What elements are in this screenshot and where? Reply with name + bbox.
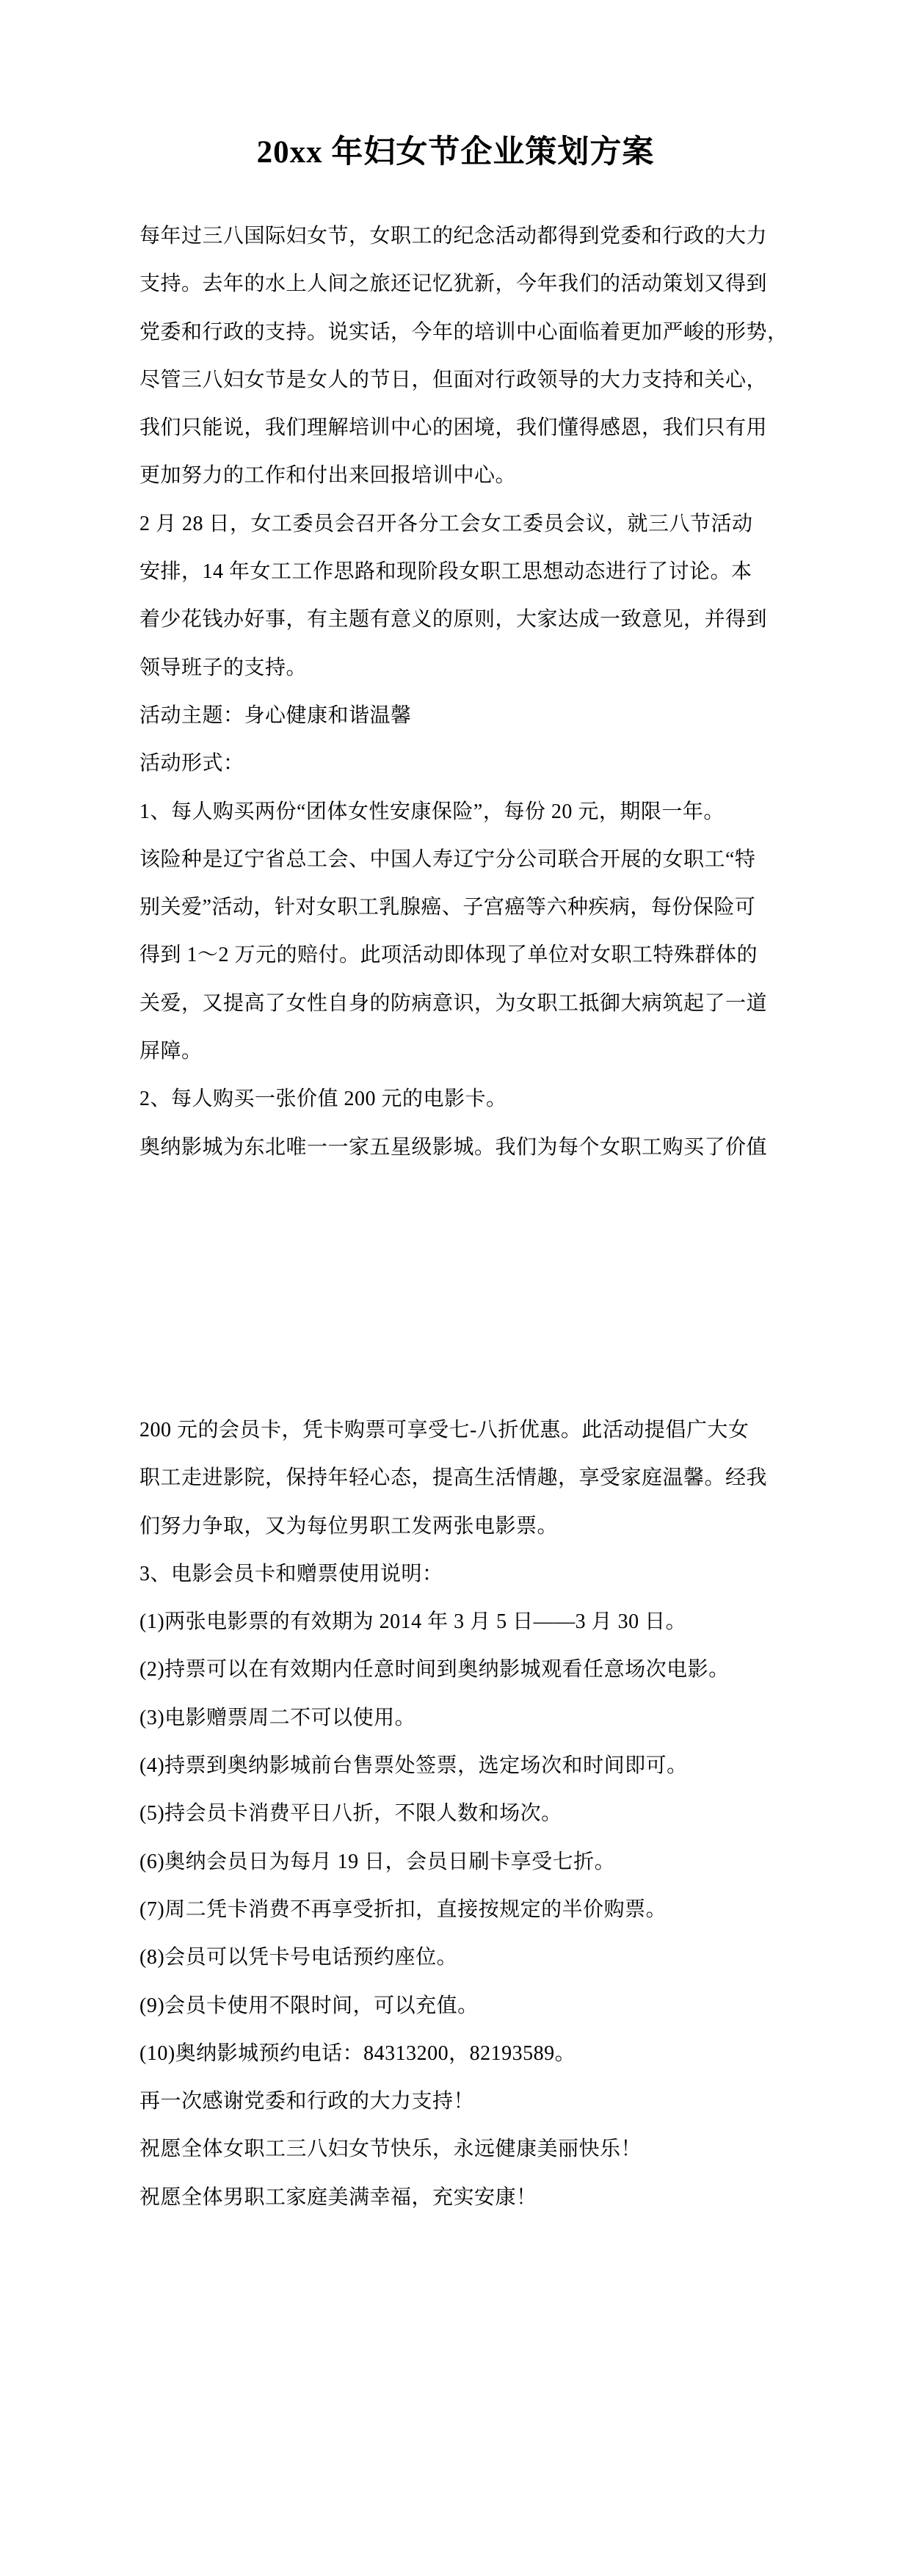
text-line: 党委和行政的支持。说实话，今年的培训中心面临着更加严峻的形势， bbox=[139, 320, 788, 344]
text-line: 祝愿全体男职工家庭美满幸福，充实安康！ bbox=[139, 2185, 537, 2209]
activity-theme-line: 活动主题：身心健康和谐温馨 bbox=[139, 703, 412, 727]
document-title: 20xx 年妇女节企业策划方案 bbox=[256, 134, 655, 170]
list-item: (9)会员卡使用不限时间，可以充值。 bbox=[139, 1994, 479, 2017]
text-line: 祝愿全体女职工三八妇女节快乐，永远健康美丽快乐！ bbox=[139, 2138, 642, 2161]
text-line: 职工走进影院，保持年轻心态，提高生活情趣，享受家庭温馨。经我 bbox=[139, 1466, 768, 1490]
list-item: (2)持票可以在有效期内任意时间到奥纳影城观看任意场次电影。 bbox=[139, 1658, 730, 1682]
list-item: 2、每人购买一张价值 200 元的电影卡。 bbox=[139, 1088, 507, 1111]
list-item: 3、电影会员卡和赠票使用说明： bbox=[139, 1562, 443, 1585]
text-line: 2 月 28 日，女工委员会召开各分工会女工委员会议，就三八节活动 bbox=[139, 512, 753, 535]
text-line: 再一次感谢党委和行政的大力支持！ bbox=[139, 2090, 475, 2113]
list-item: (6)奥纳会员日为每月 19 日，会员日刷卡享受七折。 bbox=[139, 1850, 616, 1873]
text-line: 屏障。 bbox=[139, 1040, 203, 1063]
text-line: 领导班子的支持。 bbox=[139, 656, 308, 679]
text-line: 奥纳影城为东北唯一一家五星级影城。我们为每个女职工购买了价值 bbox=[139, 1135, 768, 1159]
text-line: 该险种是辽宁省总工会、中国人寿辽宁分公司联合开展的女职工“特 bbox=[139, 847, 756, 871]
list-item: (8)会员可以凭卡号电话预约座位。 bbox=[139, 1946, 458, 1969]
page-2-body bbox=[139, 1406, 785, 2221]
list-item: (3)电影赠票周二不可以使用。 bbox=[139, 1706, 416, 1729]
text-line: 每年过三八国际妇女节，女职工的纪念活动都得到党委和行政的大力 bbox=[139, 225, 768, 247]
list-item: 1、每人购买两份“团体女性安康保险”，每份 20 元，期限一年。 bbox=[139, 800, 725, 823]
text-line: 别关爱”活动，针对女职工乳腺癌、子宫癌等六种疾病，每份保险可 bbox=[139, 896, 756, 919]
text-line: 尽管三八妇女节是女人的节日，但面对行政领导的大力支持和关心， bbox=[139, 368, 768, 391]
text-line: 我们只能说，我们理解培训中心的困境，我们懂得感恩，我们只有用 bbox=[139, 416, 768, 440]
list-item: (1)两张电影票的有效期为 2014 年 3 月 5 日——3 月 30 日。 bbox=[139, 1610, 687, 1634]
text-line: 200 元的会员卡，凭卡购票可享受七-八折优惠。此活动提倡广大女 bbox=[139, 1419, 750, 1441]
list-item: (10)奥纳影城预约电话：84313200，82193589。 bbox=[139, 2041, 576, 2065]
page-1-body bbox=[139, 212, 788, 1171]
activity-format-line: 活动形式： bbox=[139, 752, 244, 775]
list-item: (5)持会员卡消费平日八折，不限人数和场次。 bbox=[139, 1802, 562, 1826]
list-item: (4)持票到奥纳影城前台售票处签票，选定场次和时间即可。 bbox=[139, 1754, 688, 1778]
text-line: 更加努力的工作和付出来回报培训中心。 bbox=[139, 464, 517, 488]
text-line: 支持。去年的水上人间之旅还记忆犹新，今年我们的活动策划又得到 bbox=[139, 272, 768, 296]
text-line: 得到 1～2 万元的赔付。此项活动即体现了单位对女职工特殊群体的 bbox=[139, 944, 758, 967]
text-line: 关爱，又提高了女性自身的防病意识，为女职工抵御大病筑起了一道 bbox=[139, 991, 768, 1015]
text-line: 着少花钱办好事，有主题有意义的原则，大家达成一致意见，并得到 bbox=[139, 608, 768, 632]
list-item: (7)周二凭卡消费不再享受折扣，直接按规定的半价购票。 bbox=[139, 1897, 667, 1921]
text-line: 安排，14 年女工工作思路和现阶段女职工思想动态进行了讨论。本 bbox=[139, 560, 752, 584]
text-line: 们努力争取，又为每位男职工发两张电影票。 bbox=[139, 1514, 559, 1538]
